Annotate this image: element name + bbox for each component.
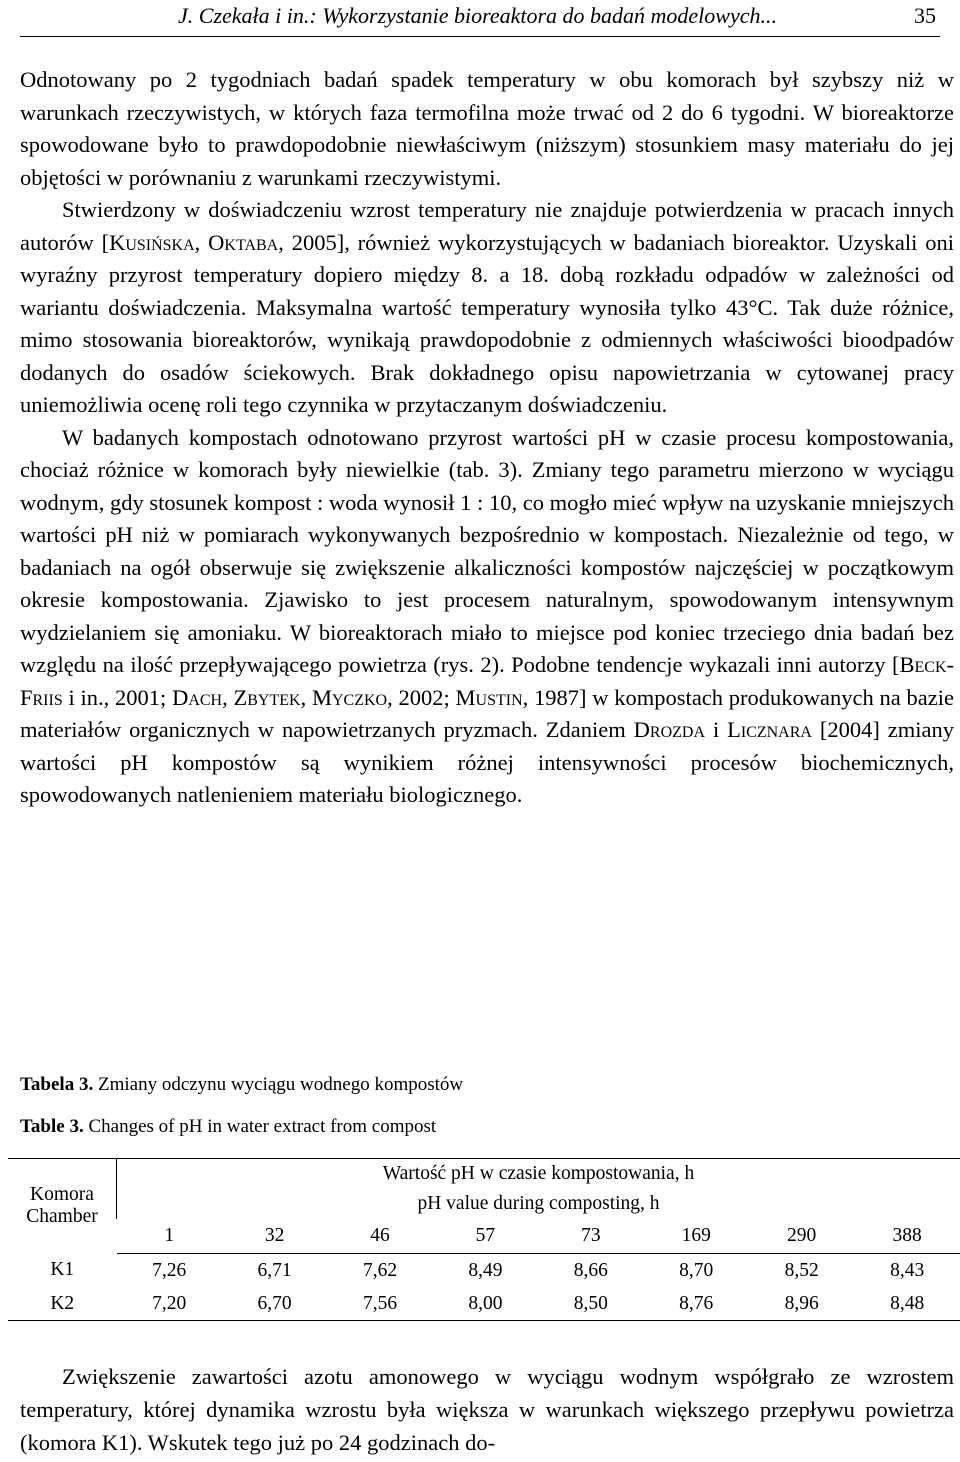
chamber-cell: K2: [8, 1287, 117, 1321]
hour-header-cell: 73: [538, 1219, 643, 1254]
ph-value-cell: 8,76: [644, 1287, 749, 1321]
ph-value-cell: 8,00: [433, 1287, 538, 1321]
citation-author: Dach: [172, 684, 223, 710]
paragraph-3: W badanych kompostach odnotowano przyrost wartości pH w czasie procesu kompostowania, chociaż różnice w komorach były niewielkie (tab. 3). Zmiany tego parametru mierzono w wyciągu wodnym, gdy stosunek kompost : woda wynosił 1 : 10, co mogło mieć wpływ na uzyskanie mniejszych wartości pH niż w pomiarach wykonywanych bezpośrednio w kompostach. Niezależnie od tego, w badaniach na ogół obserwuje się zwiększenie alkaliczności kompostów najczęściej w początkowym okresie kompostowania. Zjawisko to jest procesem naturalnym, spowodowanym intensywnym wydzielaniem się amoniaku. W bioreaktorach miało to miejsce pod koniec trzeciego dnia badań bez względu na ilość przepływającego powietrza (rys. 2). Podobne tendencje wykazali inni autorzy [Beck-Friis i in., 2001; Dach, Zbytek, Myczko, 2002; Mustin, 1987] w kompostach produkowanych na bazie materiałów organicznych w napowietrzanych pryzmach. Zdaniem Drozda i Licznara [2004] zmiany wartości pH kompostów są wynikiem różnej intensywności procesów biochemicznych, spowodowanych natlenieniem materiału biologicznego.: [20, 424, 954, 807]
table-row: [8, 1254, 960, 1288]
table-caption-en: Table 3. Changes of pH in water extract from compost: [20, 1116, 437, 1137]
ph-value-cell: 8,43: [890, 1259, 925, 1281]
hours-row: [8, 1219, 960, 1254]
citation-author: Zbytek: [233, 684, 301, 710]
running-title: J. Czekała i in.: Wykorzystanie bioreaktora do badań modelowych...: [178, 3, 777, 28]
paragraph-2: Stwierdzony w doświadczeniu wzrost temperatury nie znajduje potwierdzenia w pracach innych autorów [Kusińska, Oktaba, 2005], również wykorzystujących w badaniach bioreaktor. Uzyskali oni wyraźny przyrost temperatury dopiero między 8. a 18. dobą rozkładu odpadów w zależności od wariantu doświadczenia. Maksymalna wartość temperatury wynosiła tylko 43°C. Tak duże różnice, mimo stosowania bioreaktorów, wynikają prawdopodobnie z odmiennych właściwości bioodpadów dodanych do osadów ściekowych. Brak dokładnego opisu napowietrzania w cytowanej pracy uniemożliwia ocenę roli tego czynnika w przytaczanym doświadczeniu.: [20, 197, 954, 417]
hour-header-cell: 1: [117, 1219, 222, 1254]
hour-header-cell: 32: [222, 1219, 327, 1254]
group-header-pl: Wartość pH w czasie kompostowania, h: [117, 1159, 960, 1190]
ph-value-cell: 8,96: [749, 1287, 854, 1321]
citation-author: Kusińska: [109, 229, 195, 255]
citation-author: Myczko: [311, 684, 388, 710]
chamber-header: Komora Chamber: [26, 1184, 98, 1228]
ph-value-cell: 8,49: [468, 1259, 503, 1281]
article-body-continued: [20, 1360, 954, 1459]
ph-value-cell: 7,62: [362, 1259, 398, 1281]
hour-header-cell: 57: [433, 1219, 538, 1254]
ph-value-cell: 7,26: [152, 1259, 187, 1281]
ph-value-cell: 8,70: [679, 1259, 714, 1281]
ph-value-cell: 7,20: [117, 1287, 222, 1321]
citation-author: Drozda: [633, 717, 706, 742]
ph-value-cell: 8,50: [538, 1287, 643, 1321]
hour-header-cell: 290: [749, 1219, 854, 1254]
page-number: 35: [914, 3, 936, 28]
paragraph-4: Zwiększenie zawartości azotu amonowego w wyciągu wodnym współgrało ze wzrostem temperatury, której dynamika wzrostu była większa w warunkach większego przepływu powietrza (komora K1). Wskutek tego już po 24 godzinach do-: [20, 1364, 954, 1455]
hour-header-cell: 388: [854, 1219, 960, 1254]
ph-value-cell: 8,66: [573, 1259, 608, 1281]
hour-header-cell: 169: [644, 1219, 749, 1254]
citation-author: Mustin: [455, 684, 523, 710]
ph-value-cell: 8,52: [784, 1259, 819, 1281]
group-header-en: pH value during composting, h: [117, 1189, 960, 1219]
citation-author: Beck-Friis: [20, 652, 954, 710]
hour-header-cell: 46: [327, 1219, 432, 1254]
chamber-cell: K1: [50, 1259, 75, 1281]
ph-value-cell: 6,70: [222, 1287, 327, 1321]
citation-author: Oktaba: [208, 229, 279, 255]
page-header: [20, 0, 940, 37]
paragraph-1: Odnotowany po 2 tygodniach badań spadek temperatury w obu komorach był szybszy niż w warunkach rzeczywistych, w których faza termofilna może trwać od 2 do 6 tygodni. W bioreaktorze spowodowane było to prawdopodobnie niewłaściwym (niższym) stosunkiem masy materiału do jej objętości w porównaniu z warunkami rzeczywistymi.: [20, 67, 954, 190]
citation-author: Licznara: [727, 717, 812, 742]
ph-table: [8, 1158, 960, 1321]
table-header-row: [8, 1159, 960, 1190]
ph-value-cell: 6,71: [257, 1259, 292, 1281]
table-row: [8, 1287, 960, 1321]
ph-value-cell: 7,56: [327, 1287, 432, 1321]
article-body: [20, 64, 954, 812]
ph-value-cell: 8,48: [854, 1287, 960, 1321]
table-caption-pl: Tabela 3. Zmiany odczynu wyciągu wodnego kompostów: [20, 1074, 464, 1095]
